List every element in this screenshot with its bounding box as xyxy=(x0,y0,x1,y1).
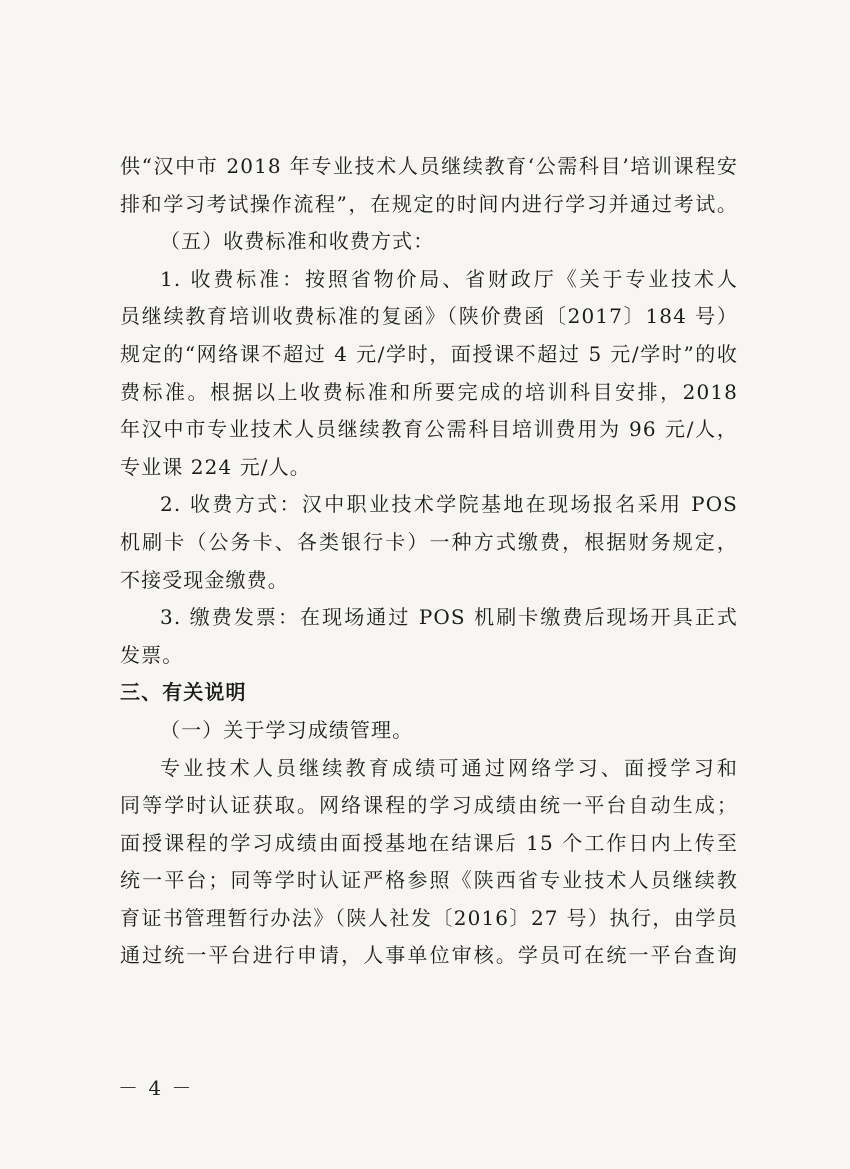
paragraph-line: 供“汉中市 2018 年专业技术人员继续教育‘公需科目’培训课程安 xyxy=(120,154,738,178)
section-subheading: （五）收费标准和收费方式： xyxy=(160,229,435,254)
document-body xyxy=(120,148,738,975)
page-number: － 4 － xyxy=(118,1076,194,1100)
paragraph-line: 排和学习考试操作流程”，在规定的时间内进行学习并通过考试。 xyxy=(120,191,738,216)
paragraph-line: 同等学时认证获取。网络课程的学习成绩由统一平台自动生成； xyxy=(120,793,738,818)
paragraph-line: 面授课程的学习成绩由面授基地在结课后 15 个工作日内上传至 xyxy=(120,830,738,855)
paragraph-line: 专业课 224 元/人。 xyxy=(120,454,311,479)
paragraph-line: 专业技术人员继续教育成绩可通过网络学习、面授学习和 xyxy=(160,755,738,780)
section-heading: 三、有关说明 xyxy=(120,680,247,705)
paragraph-line: 机刷卡（公务卡、各类银行卡）一种方式缴费，根据财务规定， xyxy=(120,529,738,554)
paragraph-line: 发票。 xyxy=(120,642,184,667)
paragraph-line: 费标准。根据以上收费标准和所要完成的培训科目安排，2018 xyxy=(120,379,738,404)
paragraph-line: 规定的“网络课不超过 4 元/学时，面授课不超过 5 元/学时”的收 xyxy=(120,341,738,366)
paragraph-line: 统一平台；同等学时认证严格参照《陕西省专业技术人员继续教 xyxy=(120,868,738,893)
paragraph-line: 3. 缴费发票：在现场通过 POS 机刷卡缴费后现场开具正式 xyxy=(160,605,738,630)
paragraph-line: 通过统一平台进行申请，人事单位审核。学员可在统一平台查询 xyxy=(120,943,738,968)
paragraph-line: 员继续教育培训收费标准的复函》（陕价费函〔2017〕184 号） xyxy=(120,304,738,329)
paragraph-line: 1. 收费标准：按照省物价局、省财政厅《关于专业技术人 xyxy=(160,266,738,291)
paragraph-line: 2. 收费方式：汉中职业技术学院基地在现场报名采用 POS xyxy=(160,492,738,517)
paragraph-line: 育证书管理暂行办法》（陕人社发〔2016〕27 号）执行，由学员 xyxy=(120,905,738,930)
section-subheading: （一）关于学习成绩管理。 xyxy=(160,717,414,742)
paragraph-line: 不接受现金缴费。 xyxy=(120,567,289,592)
paragraph-line: 年汉中市专业技术人员继续教育公需科目培训费用为 96 元/人， xyxy=(120,417,738,442)
